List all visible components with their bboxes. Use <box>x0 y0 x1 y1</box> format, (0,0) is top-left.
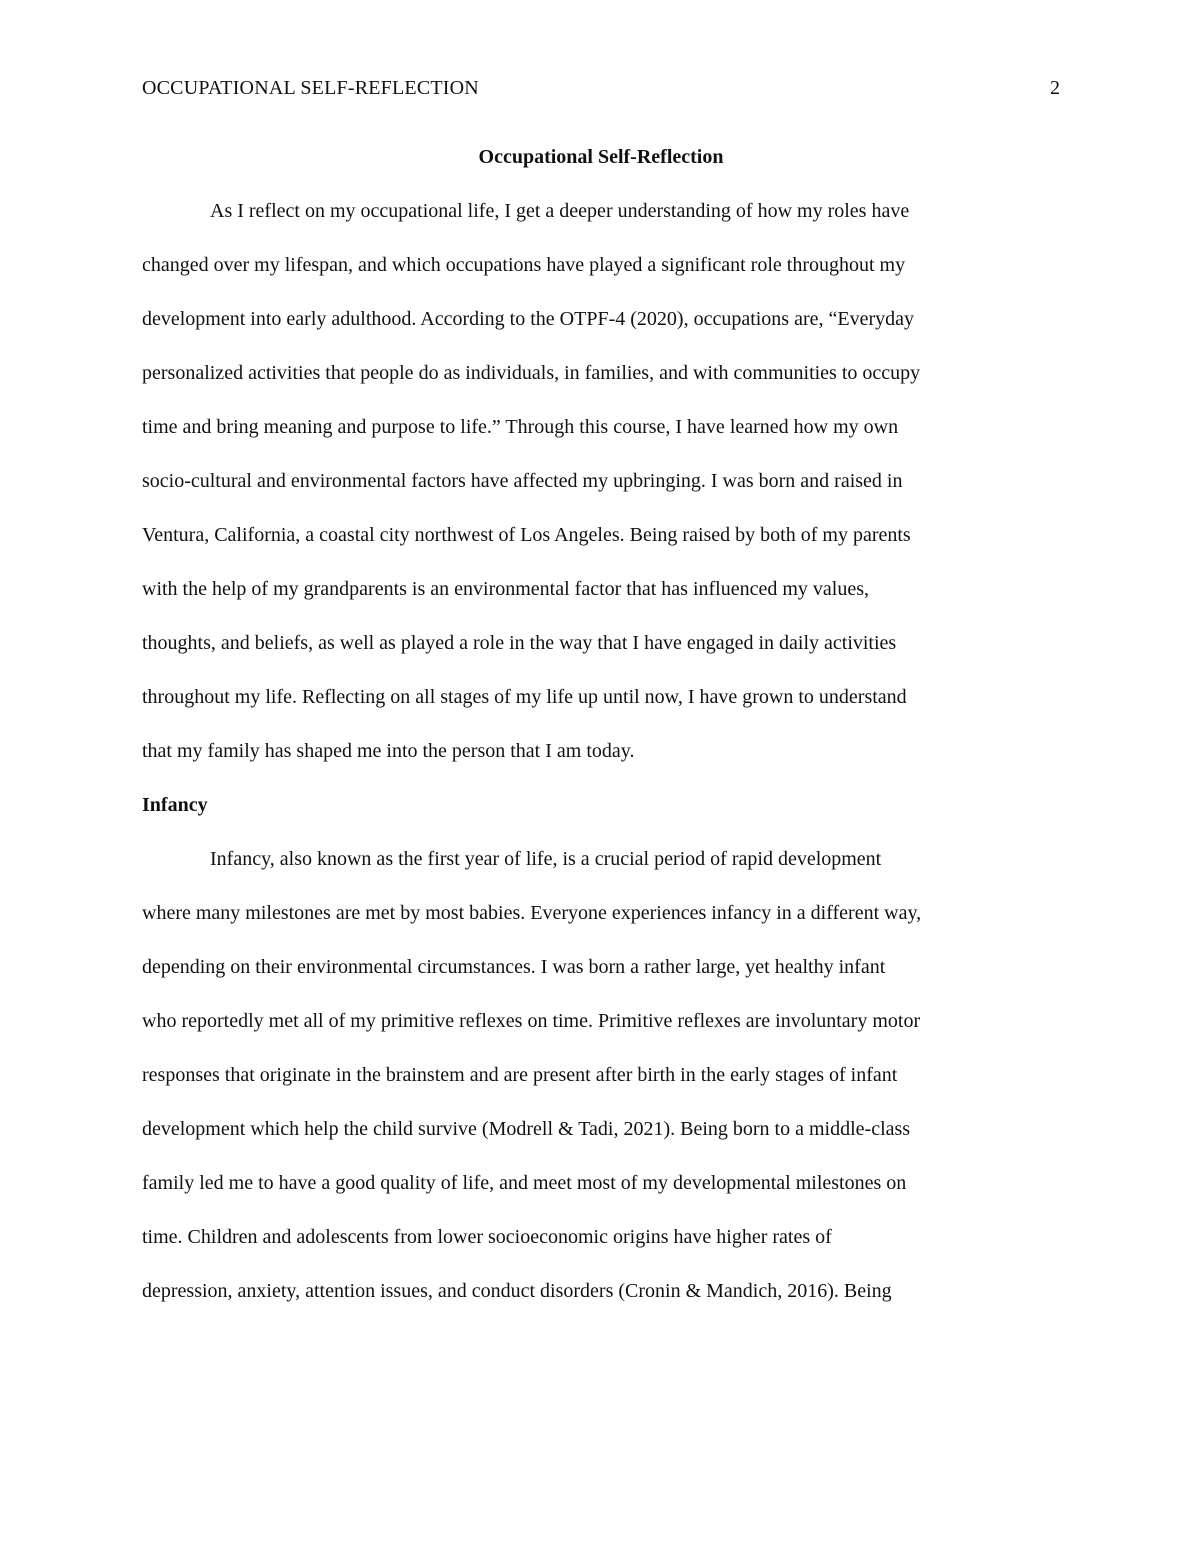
document-title: Occupational Self-Reflection <box>478 146 724 168</box>
paragraph-line: depression, anxiety, attention issues, and conduct disorders (Cronin & Mandich, 2016). Being <box>142 1280 892 1302</box>
paragraph-line: responses that originate in the brainstem and are present after birth in the early stages of infant <box>142 1064 898 1086</box>
paragraph-line: changed over my lifespan, and which occupations have played a significant role throughout my <box>142 254 906 276</box>
paragraph-line: development into early adulthood. According to the OTPF-4 (2020), occupations are, “Everyday <box>142 308 915 330</box>
paragraph-line: As I reflect on my occupational life, I get a deeper understanding of how my roles have <box>210 200 910 222</box>
running-head <box>142 72 1060 104</box>
paragraph-line: that my family has shaped me into the person that I am today. <box>142 740 635 762</box>
paragraph-line: who reportedly met all of my primitive reflexes on time. Primitive reflexes are involuntary motor <box>142 1010 921 1032</box>
paragraph-line: depending on their environmental circumstances. I was born a rather large, yet healthy infant <box>142 956 886 978</box>
intro-paragraph <box>142 184 1060 778</box>
paragraph-line: Ventura, California, a coastal city northwest of Los Angeles. Being raised by both of my parents <box>142 524 911 546</box>
paragraph-line: time. Children and adolescents from lower socioeconomic origins have higher rates of <box>142 1226 832 1248</box>
paragraph-line: Infancy, also known as the first year of life, is a crucial period of rapid development <box>210 848 882 870</box>
infancy-paragraph <box>142 832 1060 1318</box>
running-head-title: OCCUPATIONAL SELF-REFLECTION <box>142 77 479 99</box>
paragraph-line: where many milestones are met by most babies. Everyone experiences infancy in a different way, <box>142 902 922 924</box>
page-number: 2 <box>1050 77 1060 99</box>
paragraph-line: family led me to have a good quality of life, and meet most of my developmental milestones on <box>142 1172 907 1194</box>
paragraph-line: personalized activities that people do as individuals, in families, and with communities to occupy <box>142 362 921 384</box>
paragraph-line: thoughts, and beliefs, as well as played a role in the way that I have engaged in daily activities <box>142 632 897 654</box>
document-body <box>142 130 1060 1318</box>
paragraph-line: time and bring meaning and purpose to life.” Through this course, I have learned how my own <box>142 416 899 438</box>
paragraph-line: with the help of my grandparents is an environmental factor that has influenced my values, <box>142 578 870 600</box>
paragraph-line: development which help the child survive (Modrell & Tadi, 2021). Being born to a middle-class <box>142 1118 911 1140</box>
paragraph-line: throughout my life. Reflecting on all stages of my life up until now, I have grown to understand <box>142 686 907 708</box>
section-heading-infancy: Infancy <box>142 794 208 816</box>
paragraph-line: socio-cultural and environmental factors have affected my upbringing. I was born and raised in <box>142 470 903 492</box>
